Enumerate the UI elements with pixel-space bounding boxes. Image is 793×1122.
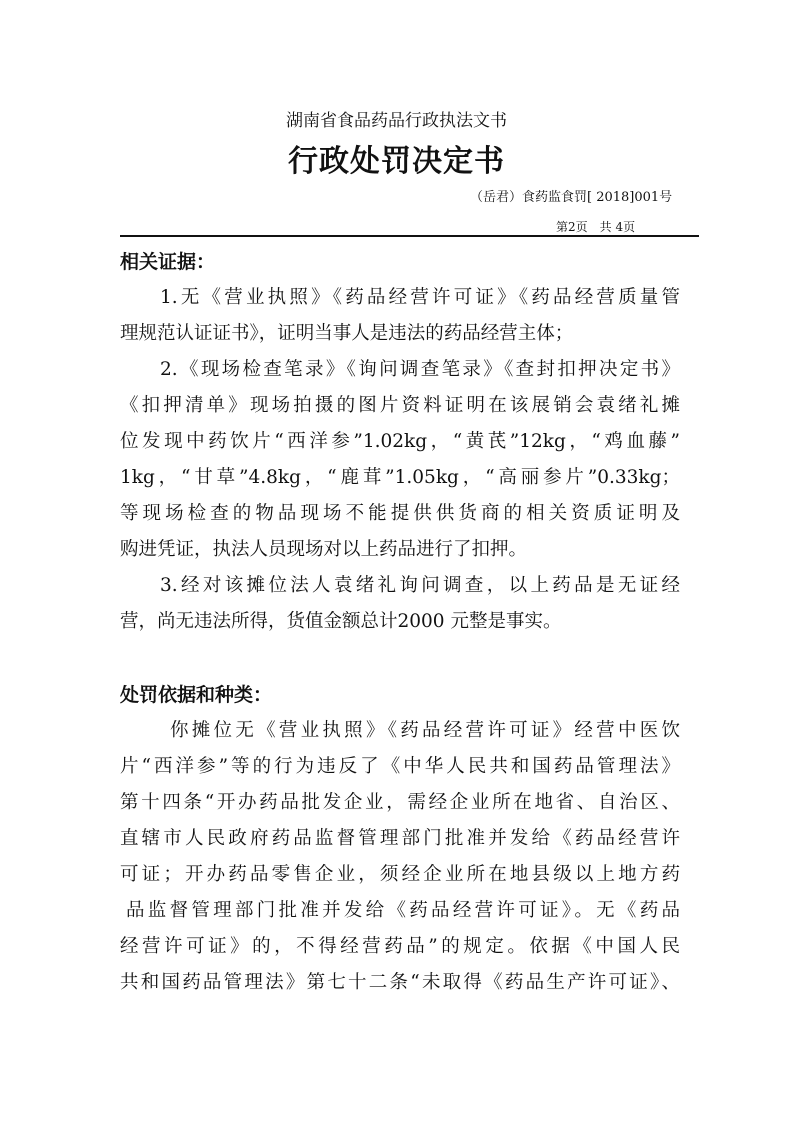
document-title: 行政处罚决定书 [288, 144, 505, 179]
basis-heading: 处罚依据和种类： [120, 684, 273, 706]
basis-line: 片“西洋参”等的行为违反了《中华人民共和国药品管理法》 [120, 756, 680, 777]
basis-line: 你摊位无《营业执照》《药品经营许可证》经营中医饮 [170, 720, 680, 741]
basis-line: 第十四条“开办药品批发企业，需经企业所在地省、自治区、 [120, 792, 680, 813]
evidence-line: 1.无《营业执照》《药品经营许可证》《药品经营质量管 [160, 287, 680, 308]
basis-line: 经营许可证》的，不得经营药品”的规定。依据《中国人民 [120, 936, 680, 957]
evidence-line: 2.《现场检查笔录》《询问调查笔录》《查封扣押决定书》 [160, 359, 680, 380]
document-org-title: 湖南省食品药品行政执法文书 [286, 111, 507, 131]
evidence-line: 《扣押清单》现场拍摄的图片资料证明在该展销会袁绪礼摊 [120, 395, 680, 416]
basis-line: 共和国药品管理法》第七十二条“未取得《药品生产许可证》、 [120, 972, 680, 993]
evidence-line: 1kg，“甘草”4.8kg，“鹿茸”1.05kg，“高丽参片”0.33kg； [120, 467, 680, 488]
evidence-heading: 相关证据： [120, 251, 216, 273]
evidence-line: 3.经对该摊位法人袁绪礼询问调查，以上药品是无证经 [160, 575, 680, 596]
evidence-line: 等现场检查的物品现场不能提供供货商的相关资质证明及 [120, 503, 680, 524]
evidence-line: 位发现中药饮片“西洋参”1.02kg，“黄芪”12kg，“鸡血藤” [120, 431, 680, 452]
document-number: （岳君）食药监食罚[ 2018]001号 [470, 190, 673, 205]
page-info: 第2页 共 4页 [556, 220, 636, 234]
basis-line: 可证；开办药品零售企业，须经企业所在地县级以上地方药 [120, 864, 680, 885]
basis-line: 直辖市人民政府药品监督管理部门批准并发给《药品经营许 [120, 828, 680, 849]
evidence-line: 营，尚无违法所得，货值金额总计2000 元整是事实。 [120, 611, 562, 632]
header-rule [120, 235, 699, 237]
evidence-line: 理规范认证证书》，证明当事人是违法的药品经营主体； [120, 323, 574, 344]
evidence-line: 购进凭证，执法人员现场对以上药品进行了扣押。 [120, 539, 528, 560]
basis-line: 品监督管理部门批准并发给《药品经营许可证》。无《药品 [126, 900, 680, 921]
